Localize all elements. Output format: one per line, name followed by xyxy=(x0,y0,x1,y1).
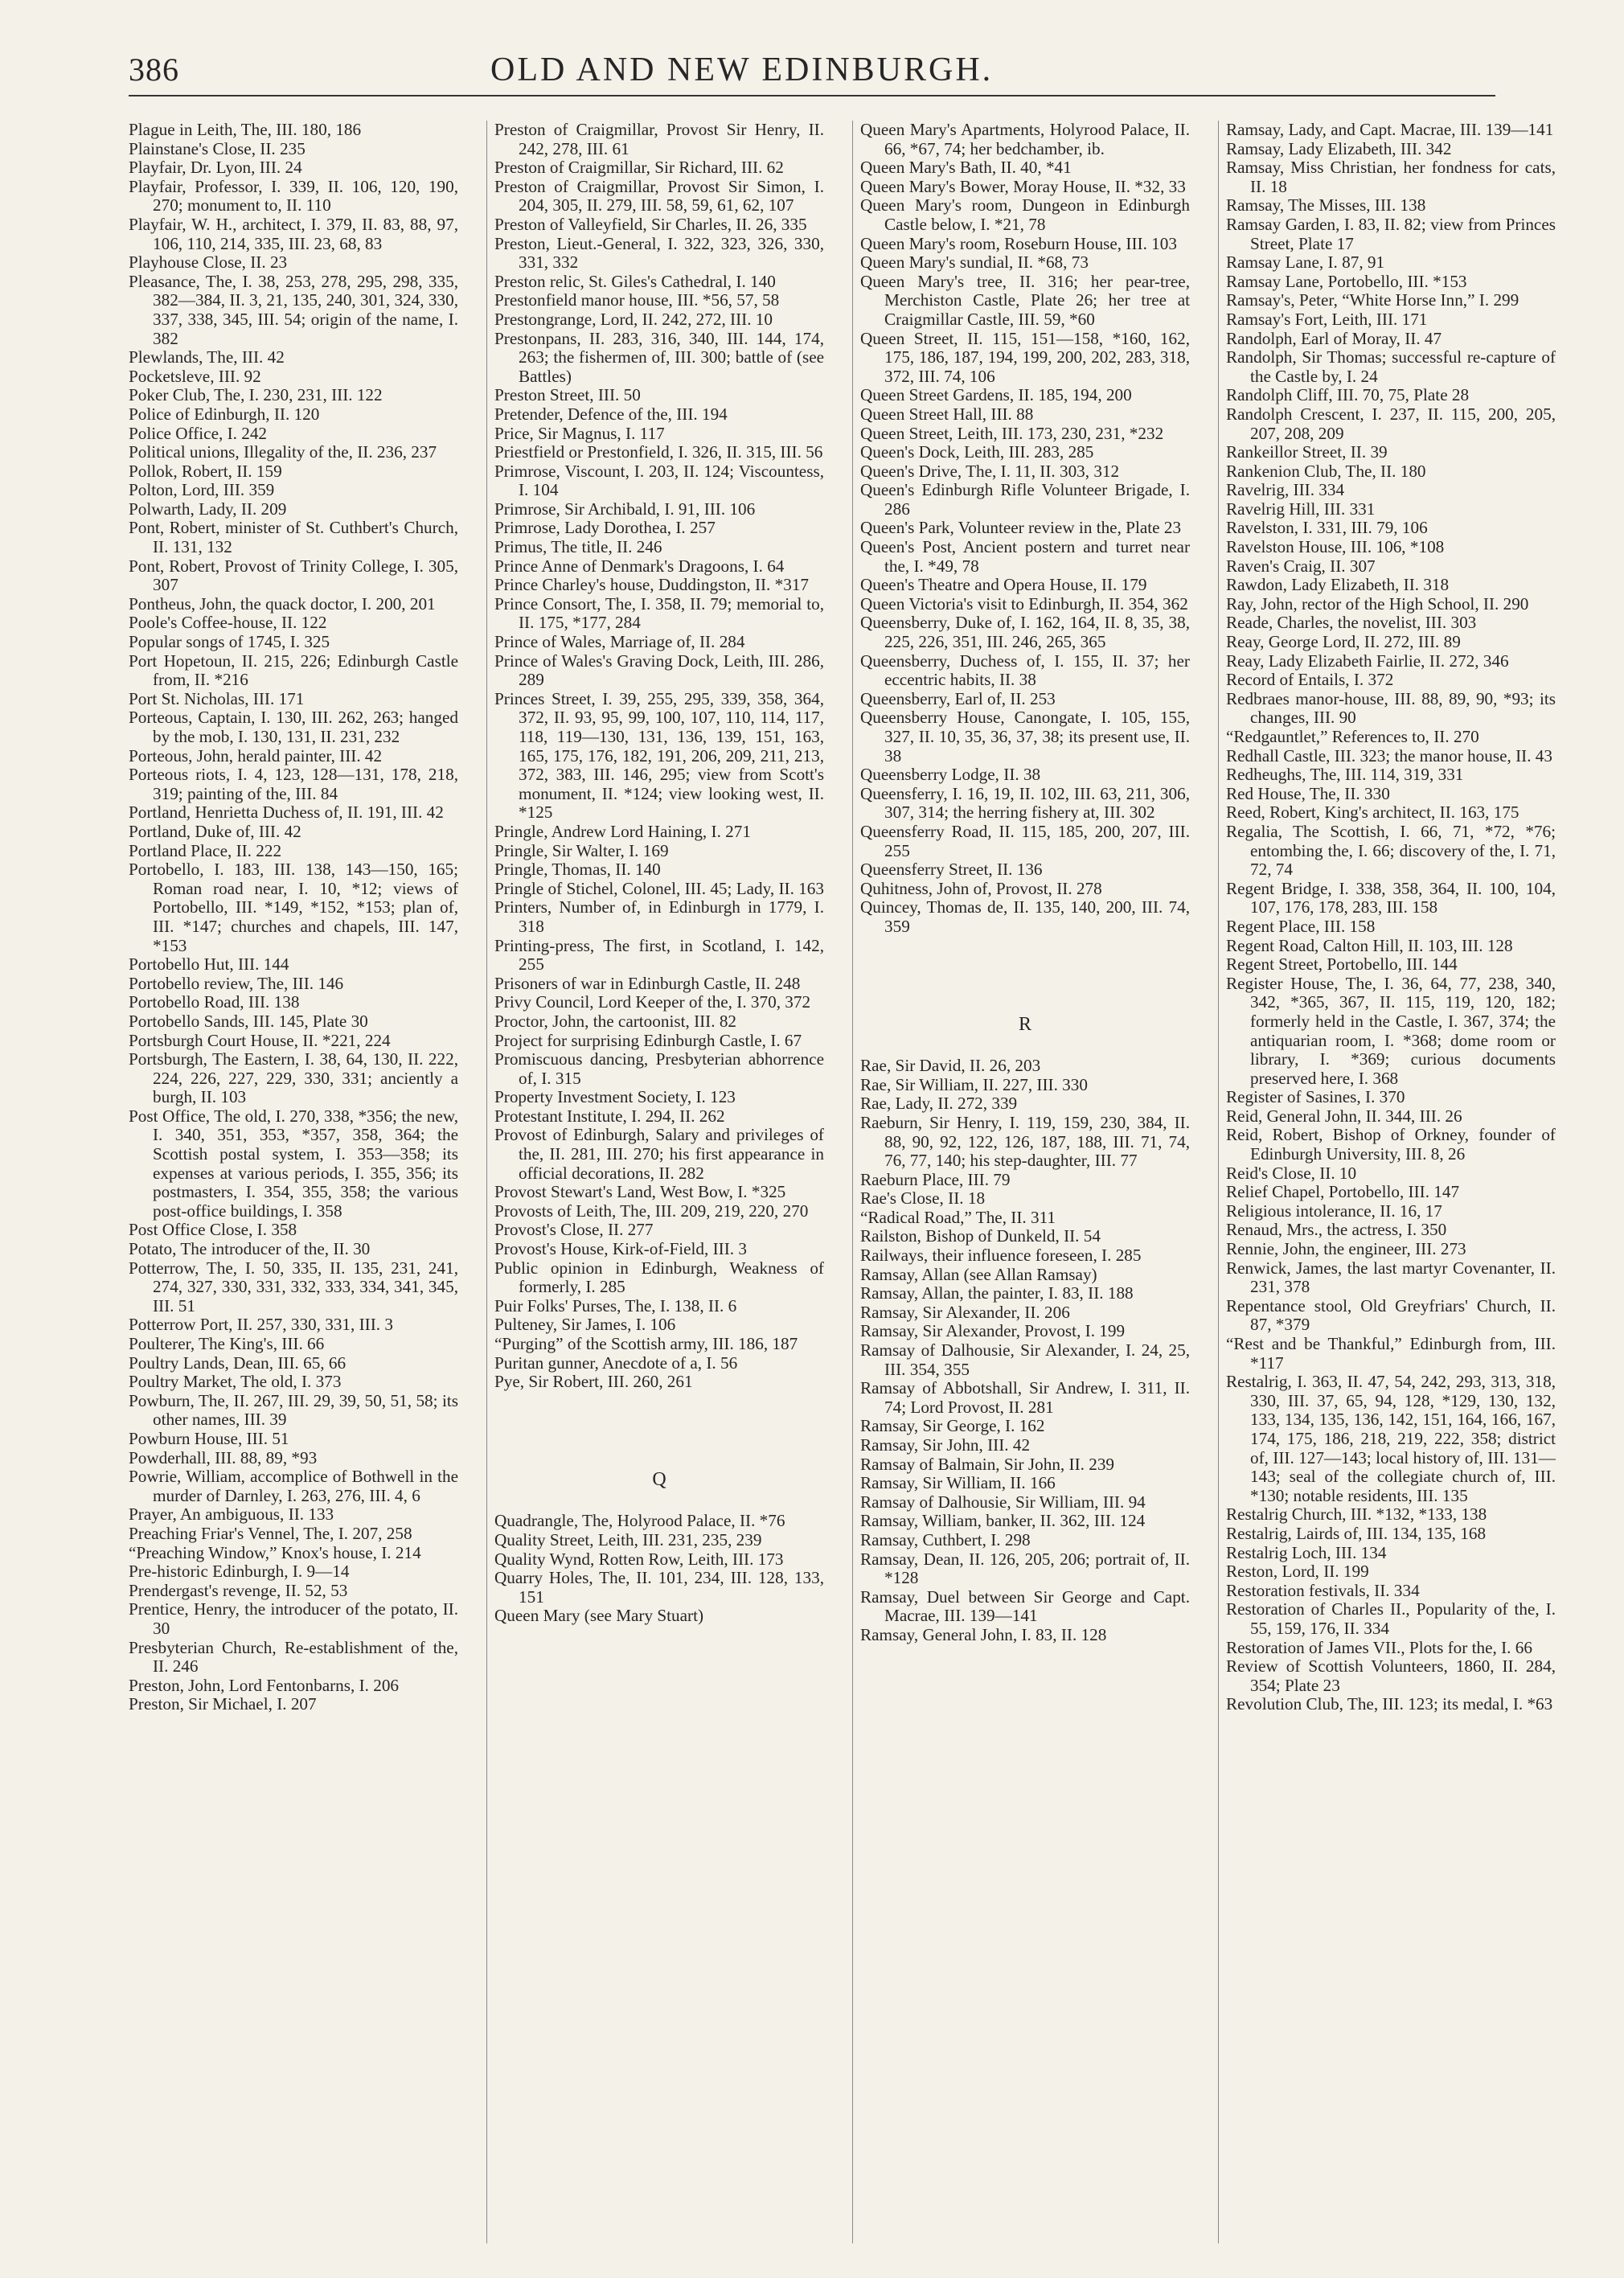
index-entry: Ramsay, Sir William, II. 166 xyxy=(860,1473,1056,1493)
index-entry: Randolph, Earl of Moray, II. 47 xyxy=(1226,328,1442,348)
index-entry: Queen's Drive, The, I. 11, II. 303, 312 xyxy=(860,461,1120,481)
index-entry: Queen's Post, Ancient postern and turret near the, I. *49, 78 xyxy=(860,537,1190,576)
index-entry: Project for surprising Edinburgh Castle, I. 67 xyxy=(494,1030,802,1050)
index-entry: Queen's Theatre and Opera House, II. 179 xyxy=(860,575,1147,595)
index-entry: Revolution Club, The, III. 123; its medal, I. *63 xyxy=(1226,1694,1553,1714)
index-entry: Rennie, John, the engineer, III. 273 xyxy=(1226,1239,1466,1259)
index-entry: Reade, Charles, the novelist, III. 303 xyxy=(1226,613,1477,633)
index-entry: Powrie, William, accomplice of Bothwell in the murder of Darnley, I. 263, 276, III. 4, 6 xyxy=(129,1467,458,1505)
index-entry: Puir Folks' Purses, The, I. 138, II. 6 xyxy=(494,1295,737,1315)
index-entry: Queensferry, I. 16, 19, II. 102, III. 63, 211, 306, 307, 314; the herring fishery at, III. 302 xyxy=(860,783,1190,823)
index-entry: Preston relic, St. Giles's Cathedral, I. 140 xyxy=(494,271,776,291)
index-entry: Portobello Sands, III. 145, Plate 30 xyxy=(129,1011,368,1031)
index-entry: Prince Charley's house, Duddingston, II. *317 xyxy=(494,575,810,595)
index-entry: Powburn House, III. 51 xyxy=(129,1428,289,1448)
index-entry: Preston of Craigmillar, Sir Richard, III. 62 xyxy=(494,158,784,178)
index-entry: Pye, Sir Robert, III. 260, 261 xyxy=(494,1372,693,1392)
index-entry: Pringle of Stichel, Colonel, III. 45; Lady, II. 163 xyxy=(494,878,824,898)
page-header xyxy=(129,44,1495,101)
index-column-4 xyxy=(1226,121,1556,1714)
index-entry: Queen Mary's Bath, II. 40, *41 xyxy=(860,158,1072,178)
index-entry: Queensberry, Duchess of, I. 155, II. 37; her eccentric habits, II. 38 xyxy=(860,651,1190,690)
index-entry: Renwick, James, the last martyr Covenanter, II. 231, 378 xyxy=(1226,1258,1556,1297)
index-entry: Redbraes manor-house, III. 88, 89, 90, *93; its changes, III. 90 xyxy=(1226,688,1556,728)
index-entry: “Rest and be Thankful,” Edinburgh from, III. *117 xyxy=(1226,1334,1556,1373)
index-entry: Queen's Edinburgh Rifle Volunteer Brigade, I. 286 xyxy=(860,480,1190,519)
section-gap xyxy=(860,937,1190,983)
index-entry: Pringle, Sir Walter, I. 169 xyxy=(494,840,669,860)
index-entry: Princes Street, I. 39, 255, 295, 339, 358, 364, 372, II. 93, 95, 99, 100, 107, 110, 114, 117, 118, 119—130, 131, 136, 139, 151, 163, 165, 175, 176, 182, 191, 206, 209, 211, 213, 372, 383, III. 146, 295; view from Scott's monument, II. *124; view looking west, II. *125 xyxy=(494,688,824,823)
index-entry: Railways, their influence foreseen, I. 285 xyxy=(860,1246,1142,1266)
index-entry: Post Office Close, I. 358 xyxy=(129,1220,297,1240)
index-entry: Preston Street, III. 50 xyxy=(494,385,641,405)
index-entry: Public opinion in Edinburgh, Weakness of formerly, I. 285 xyxy=(494,1258,824,1297)
index-entry: Reay, George Lord, II. 272, III. 89 xyxy=(1226,632,1461,652)
index-entry: Post Office, The old, I. 270, 338, *356; the new, I. 340, 351, 353, *357, 358, 364; the Scottish postal system, I. 353—358; its expenses at various periods, I. 355, 356; its postmasters, I. 354, 355, 358; the various post-office buildings, I. 358 xyxy=(129,1106,458,1221)
index-entry: Provost's House, Kirk-of-Field, III. 3 xyxy=(494,1239,747,1259)
index-entry: Political unions, Illegality of the, II. 236, 237 xyxy=(129,442,437,462)
index-entry: Proctor, John, the cartoonist, III. 82 xyxy=(494,1011,737,1031)
index-entry: “Preaching Window,” Knox's house, I. 214 xyxy=(129,1542,421,1562)
index-entry: Prince of Wales's Graving Dock, Leith, III. 286, 289 xyxy=(494,651,824,690)
index-entry: Prince Consort, The, I. 358, II. 79; memorial to, II. 175, *177, 284 xyxy=(494,593,824,633)
index-entry: Regent Street, Portobello, III. 144 xyxy=(1226,954,1458,975)
page-number: 386 xyxy=(129,51,179,88)
index-entry: Randolph, Sir Thomas; successful re-capture of the Castle by, I. 24 xyxy=(1226,347,1556,386)
index-entry: Preston, Lieut.-General, I. 322, 323, 326, 330, 331, 332 xyxy=(494,233,824,273)
index-entry: Repentance stool, Old Greyfriars' Church, II. 87, *379 xyxy=(1226,1295,1556,1335)
index-entry: Popular songs of 1745, I. 325 xyxy=(129,632,330,652)
index-entry: Ravelston, I. 331, III. 79, 106 xyxy=(1226,518,1428,538)
index-entry: Playfair, Professor, I. 339, II. 106, 120, 190, 270; monument to, II. 110 xyxy=(129,176,458,215)
index-entry: Ramsay Garden, I. 83, II. 82; view from Princes Street, Plate 17 xyxy=(1226,214,1556,253)
index-entry: Portobello Road, III. 138 xyxy=(129,992,300,1012)
index-entry: Raven's Craig, II. 307 xyxy=(1226,556,1376,576)
index-entry: Red House, The, II. 330 xyxy=(1226,783,1390,803)
index-entry: Restalrig, I. 363, II. 47, 54, 242, 293, 313, 318, 330, III. 37, 65, 94, 128, *129, 130, 132, 133, 134, 135, 136, 142, 151, 164, 166, 167, 174, 175, 186, 218, 219, 222, 358; district of, III. 127—143; local history of, III. 131—143; seal of the collegiate church of, III. *130; notable residents, III. 135 xyxy=(1226,1372,1556,1505)
index-entry: Queen Street, Leith, III. 173, 230, 231, *232 xyxy=(860,423,1164,443)
column-divider xyxy=(1218,121,1219,2243)
index-entry: Regent Place, III. 158 xyxy=(1226,916,1376,936)
index-entry: Ramsay, Cuthbert, I. 298 xyxy=(860,1529,1031,1549)
index-entry: Queen Mary's Apartments, Holyrood Palace, II. 66, *67, 74; her bedchamber, ib. xyxy=(860,120,1190,158)
index-entry: Property Investment Society, I. 123 xyxy=(494,1087,736,1107)
index-entry: Raeburn Place, III. 79 xyxy=(860,1169,1011,1189)
index-entry: Primrose, Viscount, I. 203, II. 124; Viscountess, I. 104 xyxy=(494,461,824,500)
index-entry: Pleasance, The, I. 38, 253, 278, 295, 298, 335, 382—384, II. 3, 21, 135, 240, 301, 324, 330, 337, 338, 345, III. 54; origin of the name, I. 382 xyxy=(129,271,458,348)
index-entry: Regent Road, Calton Hill, II. 103, III. 128 xyxy=(1226,935,1513,955)
index-entry: Potato, The introducer of the, II. 30 xyxy=(129,1239,371,1259)
index-entry: Raeburn, Sir Henry, I. 119, 159, 230, 384, II. 88, 90, 92, 122, 126, 187, 188, III. 71, 74, 76, 77, 140; his step-daughter, III. 77 xyxy=(860,1112,1190,1171)
index-entry: Playfair, Dr. Lyon, III. 24 xyxy=(129,158,302,178)
index-entry: Restalrig Loch, III. 134 xyxy=(1226,1542,1387,1562)
index-entry: Ramsay's, Peter, “White Horse Inn,” I. 299 xyxy=(1226,290,1519,310)
index-entry: Renaud, Mrs., the actress, I. 350 xyxy=(1226,1220,1447,1240)
index-entry: “Radical Road,” The, II. 311 xyxy=(860,1207,1056,1227)
index-entry: Primrose, Lady Dorothea, I. 257 xyxy=(494,518,716,538)
index-entry: Queen Mary's room, Roseburn House, III. 103 xyxy=(860,233,1177,253)
index-entry: Ramsay, Sir Alexander, II. 206 xyxy=(860,1302,1070,1322)
index-entry: Poultry Market, The old, I. 373 xyxy=(129,1372,342,1392)
index-entry: Plewlands, The, III. 42 xyxy=(129,347,285,367)
index-entry: Portsburgh Court House, II. *221, 224 xyxy=(129,1030,391,1050)
index-entry: Powburn, The, II. 267, III. 29, 39, 50, 51, 58; its other names, III. 39 xyxy=(129,1390,458,1430)
index-entry: Queen Mary's tree, II. 316; her pear-tree, Merchiston Castle, Plate 26; her tree at Craigmillar Castle, III. 59, *60 xyxy=(860,271,1190,329)
index-entry: Rae, Lady, II. 272, 339 xyxy=(860,1094,1018,1114)
header-rule xyxy=(129,95,1495,96)
index-entry: Randolph Crescent, I. 237, II. 115, 200, 205, 207, 208, 209 xyxy=(1226,404,1556,443)
index-entry: Provost's Close, II. 277 xyxy=(494,1220,654,1240)
index-entry: Portobello, I. 183, III. 138, 143—150, 165; Roman road near, I. 10, *12; views of Portobello, III. *149, *152, *153; plan of, III. *147; churches and chapels, III. 147, *153 xyxy=(129,860,458,955)
index-entry: Reston, Lord, II. 199 xyxy=(1226,1562,1369,1582)
index-entry: Ramsay, Sir John, III. 42 xyxy=(860,1435,1031,1455)
index-entry: Poker Club, The, I. 230, 231, III. 122 xyxy=(129,385,383,405)
index-entry: Pulteney, Sir James, I. 106 xyxy=(494,1315,676,1335)
index-entry: Pocketsleve, III. 92 xyxy=(129,366,261,386)
index-entry: Review of Scottish Volunteers, 1860, II. 284, 354; Plate 23 xyxy=(1226,1656,1556,1695)
index-entry: Ramsay, General John, I. 83, II. 128 xyxy=(860,1624,1107,1644)
index-entry: Quarry Holes, The, II. 101, 234, III. 128, 133, 151 xyxy=(494,1568,824,1607)
index-entry: Ramsay Lane, I. 87, 91 xyxy=(1226,252,1385,273)
index-entry: Ramsay of Abbotshall, Sir Andrew, I. 311, II. 74; Lord Provost, II. 281 xyxy=(860,1378,1190,1417)
index-entry: Rae, Sir David, II. 26, 203 xyxy=(860,1056,1041,1076)
index-entry: Portland Place, II. 222 xyxy=(129,840,282,860)
index-entry: Religious intolerance, II. 16, 17 xyxy=(1226,1201,1442,1221)
index-entry: Queen Mary's sundial, II. *68, 73 xyxy=(860,252,1089,273)
index-entry: Provosts of Leith, The, III. 209, 219, 220, 270 xyxy=(494,1201,809,1221)
running-title: OLD AND NEW EDINBURGH. xyxy=(490,51,994,88)
index-entry: Pre-historic Edinburgh, I. 9—14 xyxy=(129,1562,350,1582)
index-entry: Queen Street, II. 115, 151—158, *160, 162, 175, 186, 187, 194, 199, 200, 202, 283, 318, 372, III. 74, 106 xyxy=(860,328,1190,386)
index-entry: Redheughs, The, III. 114, 319, 331 xyxy=(1226,765,1464,785)
index-entry: Printers, Number of, in Edinburgh in 1779, I. 318 xyxy=(494,897,824,936)
index-entry: Prince of Wales, Marriage of, II. 284 xyxy=(494,632,745,652)
index-entry: Reid's Close, II. 10 xyxy=(1226,1163,1357,1183)
index-entry: Reid, General John, II. 344, III. 26 xyxy=(1226,1106,1462,1126)
index-entry: Pollok, Robert, II. 159 xyxy=(129,461,282,481)
index-entry: Queen Street Hall, III. 88 xyxy=(860,404,1034,424)
index-entry: “Purging” of the Scottish army, III. 186, 187 xyxy=(494,1334,798,1353)
index-entry: Ramsay, Lady Elizabeth, III. 342 xyxy=(1226,138,1452,158)
index-entry: Ramsay, Sir Alexander, Provost, I. 199 xyxy=(860,1321,1126,1341)
index-entry: Ramsay of Dalhousie, Sir Alexander, I. 24, 25, III. 354, 355 xyxy=(860,1340,1190,1379)
index-entry: Reid, Robert, Bishop of Orkney, founder of Edinburgh University, III. 8, 26 xyxy=(1226,1125,1556,1164)
index-entry: Rae, Sir William, II. 227, III. 330 xyxy=(860,1074,1088,1094)
index-entry: Pont, Robert, minister of St. Cuthbert's Church, II. 131, 132 xyxy=(129,518,458,557)
section-letter: R xyxy=(1018,1013,1031,1035)
index-entry: Provost Stewart's Land, West Bow, I. *325 xyxy=(494,1182,786,1202)
index-entry: Portsburgh, The Eastern, I. 38, 64, 130, II. 222, 224, 226, 227, 229, 330, 331; anciently a burgh, II. 103 xyxy=(129,1049,458,1107)
index-entry: Poole's Coffee-house, II. 122 xyxy=(129,613,327,633)
index-entry: Preston of Craigmillar, Provost Sir Henry, II. 242, 278, III. 61 xyxy=(494,120,824,158)
index-entry: Pringle, Thomas, II. 140 xyxy=(494,860,661,880)
index-entry: Ramsay, The Misses, III. 138 xyxy=(1226,195,1426,215)
index-entry: Queensferry Street, II. 136 xyxy=(860,860,1043,880)
index-entry: Ramsay, Allan, the painter, I. 83, II. 188 xyxy=(860,1283,1134,1303)
index-entry: Quadrangle, The, Holyrood Palace, II. *76 xyxy=(494,1511,785,1531)
index-entry: Restalrig, Lairds of, III. 134, 135, 168 xyxy=(1226,1523,1487,1543)
index-entry: “Redgauntlet,” References to, II. 270 xyxy=(1226,727,1479,746)
index-entry: Queen's Dock, Leith, III. 283, 285 xyxy=(860,442,1094,462)
index-entry: Presbyterian Church, Re-establishment of the, II. 246 xyxy=(129,1637,458,1677)
index-entry: Playhouse Close, II. 23 xyxy=(129,252,288,273)
column-divider xyxy=(852,121,853,2243)
index-entry: Randolph Cliff, III. 70, 75, Plate 28 xyxy=(1226,385,1470,405)
index-entry: Privy Council, Lord Keeper of the, I. 370, 372 xyxy=(494,992,811,1012)
index-entry: Prisoners of war in Edinburgh Castle, II. 248 xyxy=(494,973,801,993)
index-entry: Primrose, Sir Archibald, I. 91, III. 106 xyxy=(494,499,756,519)
index-entry: Preston, Sir Michael, I. 207 xyxy=(129,1694,317,1714)
index-entry: Pont, Robert, Provost of Trinity College, I. 305, 307 xyxy=(129,556,458,595)
index-column-3 xyxy=(860,121,1190,1645)
index-entry: Rankeillor Street, II. 39 xyxy=(1226,442,1388,462)
index-entry: Plague in Leith, The, III. 180, 186 xyxy=(129,120,362,139)
index-entry: Police of Edinburgh, II. 120 xyxy=(129,404,320,424)
index-entry: Prince Anne of Denmark's Dragoons, I. 64 xyxy=(494,556,785,576)
index-entry: Poultry Lands, Dean, III. 65, 66 xyxy=(129,1352,347,1373)
index-entry: Preston of Craigmillar, Provost Sir Simon, I. 204, 305, II. 279, III. 58, 59, 61, 62, 107 xyxy=(494,176,824,215)
index-entry: Porteous, Captain, I. 130, III. 262, 263; hanged by the mob, I. 130, 131, II. 231, 232 xyxy=(129,708,458,746)
index-entry: Porteous riots, I. 4, 123, 128—131, 178, 218, 319; painting of the, III. 84 xyxy=(129,765,458,803)
index-entry: Provost of Edinburgh, Salary and privileges of the, II. 281, III. 270; his first appearance in official decorations, II. 282 xyxy=(494,1125,824,1183)
index-entry: Ramsay Lane, Portobello, III. *153 xyxy=(1226,271,1467,291)
index-entry: Portobello Hut, III. 144 xyxy=(129,954,289,975)
index-entry: Queen Mary's room, Dungeon in Edinburgh Castle below, I. *21, 78 xyxy=(860,195,1190,234)
index-entry: Quhitness, John of, Provost, II. 278 xyxy=(860,878,1102,898)
index-entry: Prentice, Henry, the introducer of the potato, II. 30 xyxy=(129,1599,458,1638)
index-entry: Portobello review, The, III. 146 xyxy=(129,973,344,993)
section-gap xyxy=(494,1392,824,1439)
index-entry: Protestant Institute, I. 294, II. 262 xyxy=(494,1106,725,1126)
index-entry: Restoration of Charles II., Popularity of the, I. 55, 159, 176, II. 334 xyxy=(1226,1599,1556,1638)
index-entry: Pretender, Defence of the, III. 194 xyxy=(494,404,728,424)
index-entry: Ramsay of Dalhousie, Sir William, III. 94 xyxy=(860,1492,1146,1512)
index-entry: Restalrig Church, III. *132, *133, 138 xyxy=(1226,1504,1487,1525)
index-entry: Queensberry, Earl of, II. 253 xyxy=(860,688,1056,708)
index-entry: Portland, Henrietta Duchess of, II. 191, III. 42 xyxy=(129,802,444,823)
index-entry: Ramsay, Miss Christian, her fondness for cats, II. 18 xyxy=(1226,158,1556,196)
index-entry: Ravelrig Hill, III. 331 xyxy=(1226,499,1376,519)
index-entry: Price, Sir Magnus, I. 117 xyxy=(494,423,665,443)
index-entry: Quality Wynd, Rotten Row, Leith, III. 173 xyxy=(494,1549,784,1569)
index-entry: Powderhall, III. 88, 89, *93 xyxy=(129,1447,318,1467)
index-column-1 xyxy=(129,121,458,1714)
index-entry: Register of Sasines, I. 370 xyxy=(1226,1087,1405,1107)
index-entry: Printing-press, The first, in Scotland, I. 142, 255 xyxy=(494,935,824,975)
index-entry: Port St. Nicholas, III. 171 xyxy=(129,688,305,708)
column-divider xyxy=(486,121,487,2243)
index-entry: Reed, Robert, King's architect, II. 163, 175 xyxy=(1226,802,1519,823)
index-entry: Restoration festivals, II. 334 xyxy=(1226,1580,1420,1600)
index-entry: Promiscuous dancing, Presbyterian abhorrence of, I. 315 xyxy=(494,1049,824,1088)
index-entry: Reay, Lady Elizabeth Fairlie, II. 272, 346 xyxy=(1226,651,1509,671)
index-entry: Ramsay, William, banker, II. 362, III. 124 xyxy=(860,1511,1146,1531)
index-entry: Port Hopetoun, II. 215, 226; Edinburgh Castle from, II. *216 xyxy=(129,651,458,690)
index-entry: Ravelston House, III. 106, *108 xyxy=(1226,537,1445,557)
index-entry: Relief Chapel, Portobello, III. 147 xyxy=(1226,1182,1460,1202)
index-entry: Prestonfield manor house, III. *56, 57, 58 xyxy=(494,290,780,310)
index-entry: Ramsay's Fort, Leith, III. 171 xyxy=(1226,309,1428,329)
index-entry: Ramsay, Sir George, I. 162 xyxy=(860,1416,1045,1436)
index-entry: Ravelrig, III. 334 xyxy=(1226,480,1345,500)
index-entry: Ramsay, Dean, II. 126, 205, 206; portrait of, II. *128 xyxy=(860,1549,1190,1588)
index-entry: Prestongrange, Lord, II. 242, 272, III. 10 xyxy=(494,309,773,329)
index-entry: Pontheus, John, the quack doctor, I. 200, 201 xyxy=(129,593,436,614)
index-entry: Pringle, Andrew Lord Haining, I. 271 xyxy=(494,821,751,841)
index-entry: Portland, Duke of, III. 42 xyxy=(129,821,301,841)
index-entry: Preston, John, Lord Fentonbarns, I. 206 xyxy=(129,1675,400,1695)
index-entry: Polwarth, Lady, II. 209 xyxy=(129,499,287,519)
index-entry: Primus, The title, II. 246 xyxy=(494,537,662,557)
index-entry: Queen Mary (see Mary Stuart) xyxy=(494,1606,704,1626)
index-entry: Railston, Bishop of Dunkeld, II. 54 xyxy=(860,1226,1101,1246)
index-entry: Police Office, I. 242 xyxy=(129,423,268,443)
index-entry: Prestonpans, II. 283, 316, 340, III. 144, 174, 263; the fishermen of, III. 300; battle of (see Battles) xyxy=(494,328,824,386)
index-entry: Ramsay, Duel between Sir George and Capt. Macrae, III. 139—141 xyxy=(860,1586,1190,1626)
index-entry: Queen Mary's Bower, Moray House, II. *32, 33 xyxy=(860,176,1186,196)
index-entry: Quality Street, Leith, III. 231, 235, 239 xyxy=(494,1529,762,1549)
section-letter: Q xyxy=(652,1468,666,1490)
index-entry: Prayer, An ambiguous, II. 133 xyxy=(129,1504,334,1525)
index-entry: Priestfield or Prestonfield, I. 326, II. 315, III. 56 xyxy=(494,442,823,462)
index-entry: Potterrow Port, II. 257, 330, 331, III. 3 xyxy=(129,1315,393,1335)
index-entry: Rae's Close, II. 18 xyxy=(860,1188,986,1209)
index-entry: Puritan gunner, Anecdote of a, I. 56 xyxy=(494,1352,738,1373)
index-entry: Potterrow, The, I. 50, 335, II. 135, 231, 241, 274, 327, 330, 331, 332, 333, 334, 341, 345, III. 51 xyxy=(129,1258,458,1315)
index-entry: Preston of Valleyfield, Sir Charles, II. 26, 335 xyxy=(494,214,807,234)
index-entry: Queensberry, Duke of, I. 162, 164, II. 8, 35, 38, 225, 226, 351, III. 246, 265, 365 xyxy=(860,613,1190,652)
index-entry: Register House, The, I. 36, 64, 77, 238, 340, 342, *365, 367, II. 115, 119, 120, 182; formerly held in the Castle, I. 367, 374; the antiquarian room, I. *368; dome room or library, I. *369; curious documents preserved here, I. 368 xyxy=(1226,973,1556,1088)
index-entry: Queensferry Road, II. 115, 185, 200, 207, III. 255 xyxy=(860,821,1190,860)
index-entry: Polton, Lord, III. 359 xyxy=(129,480,275,500)
index-entry: Queensberry Lodge, II. 38 xyxy=(860,765,1041,785)
index-entry: Preaching Friar's Vennel, The, I. 207, 258 xyxy=(129,1523,412,1543)
index-entry: Queen's Park, Volunteer review in the, Plate 23 xyxy=(860,518,1182,538)
index-entry: Queen Victoria's visit to Edinburgh, II. 354, 362 xyxy=(860,593,1188,614)
index-entry: Rankenion Club, The, II. 180 xyxy=(1226,461,1426,481)
index-entry: Regalia, The Scottish, I. 66, 71, *72, *76; entombing the, I. 66; discovery of the, I. 71, 72, 74 xyxy=(1226,821,1556,880)
index-entry: Ramsay, Allan (see Allan Ramsay) xyxy=(860,1264,1097,1284)
index-entry: Ramsay of Balmain, Sir John, II. 239 xyxy=(860,1454,1115,1474)
index-entry: Queen Street Gardens, II. 185, 194, 200 xyxy=(860,385,1132,405)
index-entry: Rawdon, Lady Elizabeth, II. 318 xyxy=(1226,575,1450,595)
index-entry: Playfair, W. H., architect, I. 379, II. 83, 88, 97, 106, 110, 214, 335, III. 23, 68, 83 xyxy=(129,214,458,253)
index-column-2 xyxy=(494,121,824,1626)
index-entry: Regent Bridge, I. 338, 358, 364, II. 100, 104, 107, 176, 178, 283, III. 158 xyxy=(1226,878,1556,917)
index-entry: Restoration of James VII., Plots for the, I. 66 xyxy=(1226,1637,1532,1657)
index-entry: Prendergast's revenge, II. 52, 53 xyxy=(129,1580,348,1600)
index-entry: Quincey, Thomas de, II. 135, 140, 200, III. 74, 359 xyxy=(860,897,1190,936)
index-entry: Porteous, John, herald painter, III. 42 xyxy=(129,745,383,765)
index-entry: Redhall Castle, III. 323; the manor house, II. 43 xyxy=(1226,745,1552,765)
index-entry: Plainstane's Close, II. 235 xyxy=(129,138,306,158)
index-entry: Poulterer, The King's, III. 66 xyxy=(129,1334,325,1353)
index-entry: Record of Entails, I. 372 xyxy=(1226,670,1394,690)
index-entry: Queensberry House, Canongate, I. 105, 155, 327, II. 10, 35, 36, 37, 38; its present use, II. 38 xyxy=(860,708,1190,765)
index-entry: Ramsay, Lady, and Capt. Macrae, III. 139—141 xyxy=(1226,120,1554,139)
index-entry: Ray, John, rector of the High School, II. 290 xyxy=(1226,593,1529,614)
